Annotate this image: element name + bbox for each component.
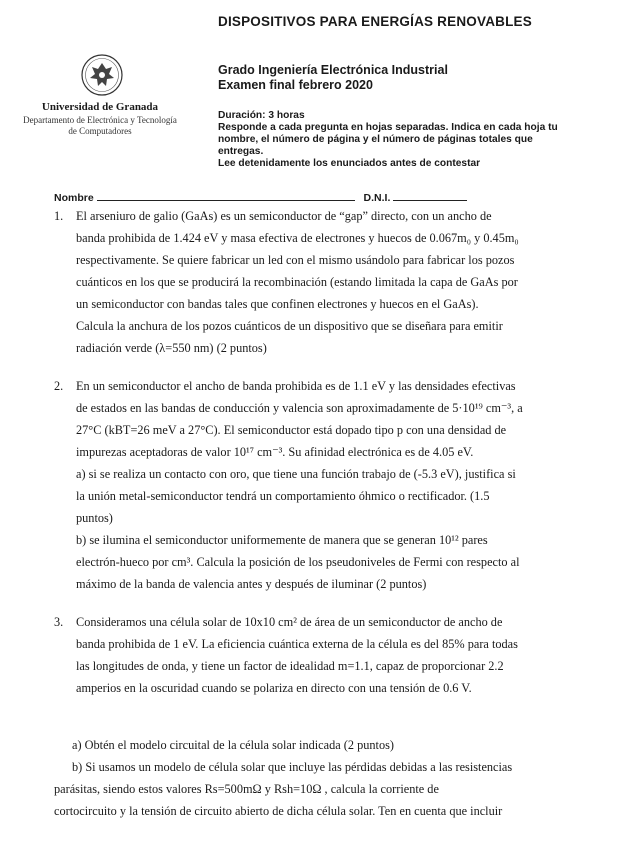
question-number: 2. bbox=[54, 379, 64, 393]
question-number: 3. bbox=[54, 615, 64, 629]
question-part: parásitas, siendo estos valores Rs=500mΩ y Rsh=10Ω , calcula la corriente de bbox=[54, 782, 439, 796]
question-line: la unión metal-semiconductor tendrá un comportamiento óhmico o rectificador. (1.5 bbox=[76, 489, 490, 503]
course-title: DISPOSITIVOS PARA ENERGÍAS RENOVABLES bbox=[218, 14, 532, 29]
question-line: impurezas aceptadoras de valor 10¹⁷ cm⁻³. Su afinidad electrónica es de 4.05 eV. bbox=[76, 445, 474, 459]
instruction-line: entregas. bbox=[218, 146, 264, 157]
degree-title: Grado Ingeniería Electrónica Industrial bbox=[218, 63, 448, 77]
question-line: cuánticos en los que se producirá la recombinación (estando limitada la capa de GaAs por bbox=[76, 275, 518, 289]
question-line: respectivamente. Se quiere fabricar un led con el mismo usándolo para fabricar los pozos bbox=[76, 253, 515, 267]
dni-field[interactable] bbox=[393, 199, 467, 201]
question-number: 1. bbox=[54, 209, 64, 223]
degree-block bbox=[218, 63, 448, 93]
question-line: banda prohibida de 1 eV. La eficiencia cuántica externa de la célula es del 85% para todas bbox=[76, 637, 518, 651]
question-line: un semiconductor con bandas tales que confinen electrones y huecos en el GaAs). bbox=[76, 297, 479, 311]
question-part: b) Si usamos un modelo de célula solar que incluye las pérdidas debidas a las resistencias bbox=[72, 760, 513, 774]
instruction-line: Lee detenidamente los enunciados antes de contestar bbox=[218, 158, 481, 169]
question-line: b) se ilumina el semiconductor uniformemente de manera que se generan 10¹² pares bbox=[76, 533, 488, 547]
exam-title: Examen final febrero 2020 bbox=[218, 78, 373, 92]
question-3-parts bbox=[54, 734, 579, 822]
question-line: En un semiconductor el ancho de banda prohibida es de 1.1 eV y las densidades efectivas bbox=[76, 379, 516, 393]
question-line: puntos) bbox=[76, 511, 113, 525]
question-line: de estados en las bandas de conducción y valencia son aproximadamente de 5·10¹⁹ cm⁻³, a bbox=[76, 401, 523, 415]
name-field[interactable] bbox=[97, 199, 355, 201]
name-label: Nombre bbox=[54, 192, 94, 204]
exam-instructions bbox=[218, 110, 613, 170]
department-name: Departamento de Electrónica y Tecnología de Computadores bbox=[23, 115, 177, 136]
instruction-line: nombre, el número de página y el número de páginas totales que bbox=[218, 134, 533, 145]
instruction-line: Responde a cada pregunta en hojas separadas. Indica en cada hoja tu bbox=[218, 122, 558, 133]
question-line: Consideramos una célula solar de 10x10 cm² de área de un semiconductor de ancho de bbox=[76, 615, 503, 629]
duration: Duración: 3 horas bbox=[218, 110, 305, 121]
dni-label: D.N.I. bbox=[363, 192, 391, 204]
question-1 bbox=[54, 205, 579, 359]
name-dni-row bbox=[54, 192, 559, 204]
question-line: 27°C (kBT=26 meV a 27°C). El semiconductor está dopado tipo p con una densidad de bbox=[76, 423, 507, 437]
question-part: cortocircuito y la tensión de circuito abierto de dicha célula solar. Ten en cuenta que incluir bbox=[54, 804, 503, 818]
question-line: las longitudes de onda, y tiene un factor de idealidad m=1.1, capaz de proporcionar 2.2 bbox=[76, 659, 504, 673]
question-line: amperios en la oscuridad cuando se polariza en directo con una tensión de 0.6 V. bbox=[76, 681, 472, 695]
question-3 bbox=[54, 611, 579, 699]
question-2 bbox=[54, 375, 579, 595]
question-line: a) si se realiza un contacto con oro, que tiene una función trabajo de (-5.3 eV), justifica si bbox=[76, 467, 516, 481]
university-name: Universidad de Granada bbox=[41, 101, 159, 113]
question-line: máximo de la banda de valencia antes y después de iluminar (2 puntos) bbox=[76, 577, 427, 591]
question-line: El arseniuro de galio (GaAs) es un semiconductor de “gap” directo, con un ancho de bbox=[76, 209, 492, 223]
university-seal-icon bbox=[80, 53, 124, 97]
question-line: Calcula la anchura de los pozos cuánticos de un dispositivo que se diseñara para emitir bbox=[76, 319, 503, 333]
question-line: electrón-hueco por cm³. Calcula la posición de los pseudoniveles de Fermi con respecto al bbox=[76, 555, 520, 569]
question-line: banda prohibida de 1.424 eV y masa efectiva de electrones y huecos de 0.067m₀ y 0.45m₀ bbox=[76, 231, 519, 245]
question-part: a) Obtén el modelo circuital de la célula solar indicada (2 puntos) bbox=[72, 738, 394, 752]
question-line: radiación verde (λ=550 nm) (2 puntos) bbox=[76, 341, 267, 355]
